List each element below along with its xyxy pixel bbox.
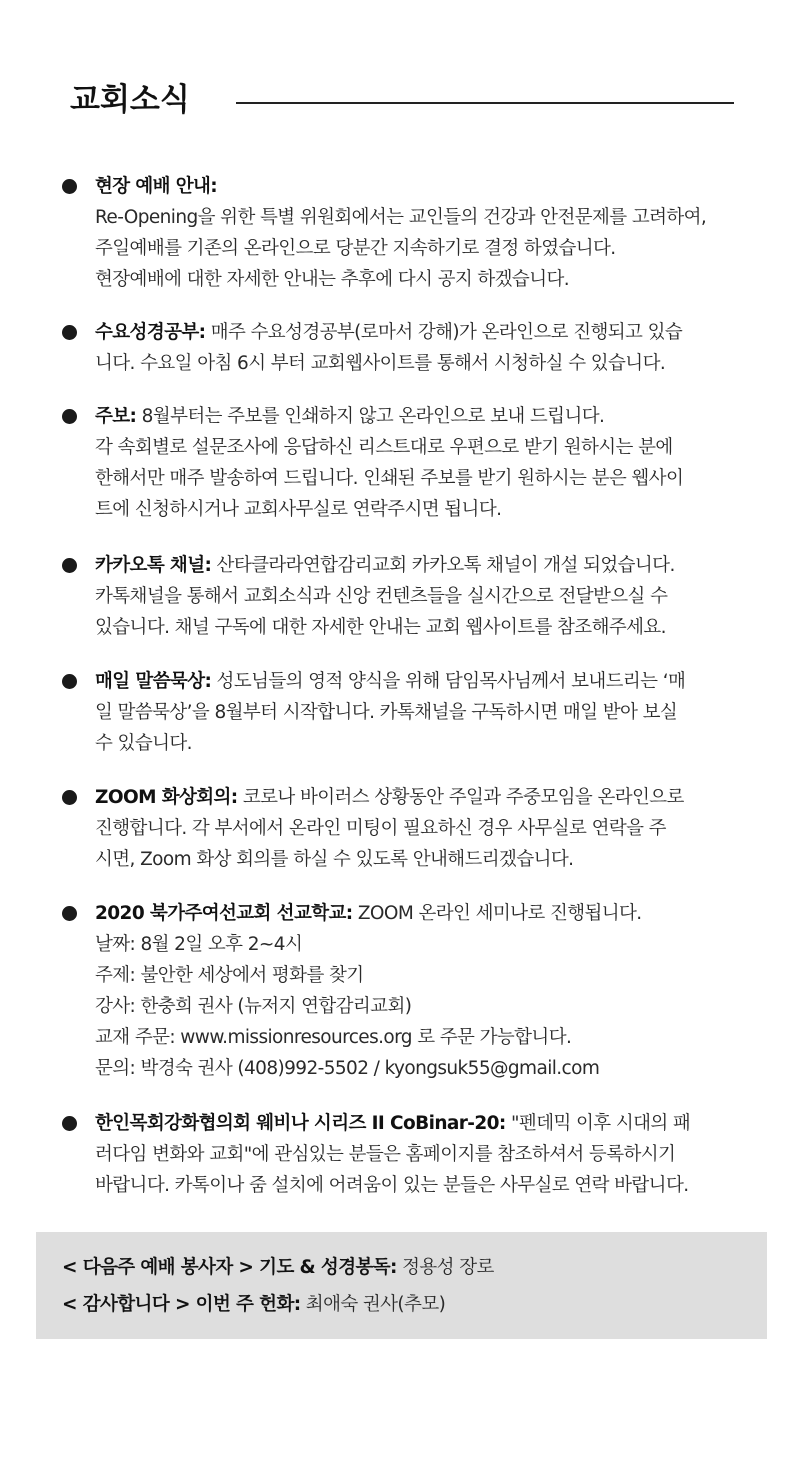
bullet-icon xyxy=(62,179,77,194)
news-item-line: 진행합니다. 각 부서에서 온라인 미팅이 필요하신 경우 사무실로 연락을 주 xyxy=(95,818,666,839)
news-item-text: 성도님들의 영적 양식을 위해 담임목사님께서 보내드리는 ‘매 xyxy=(211,671,686,692)
news-item-line: 카톡채널을 통해서 교회소식과 신앙 컨텐츠들을 실시간으로 전달받으실 수 xyxy=(95,586,668,607)
news-item-label: ZOOM 화상회의: xyxy=(95,787,238,808)
footer-next-week-volunteers xyxy=(62,1253,494,1283)
news-item-line: 니다. 수요일 아침 6시 부터 교회웹사이트를 통해서 시청하실 수 있습니다. xyxy=(95,353,666,374)
footer-thanks-flowers xyxy=(62,1290,445,1320)
news-item-line: 러다임 변화와 교회"에 관심있는 분들은 홈페이지를 참조하셔서 등록하시기 xyxy=(95,1144,676,1165)
page-title: 교회소식 xyxy=(70,82,190,118)
news-item-line: 각 속회별로 설문조사에 응답하신 리스트대로 우편으로 받기 원하시는 분에 xyxy=(95,437,673,458)
news-item-text: 매주 수요성경공부(로마서 강해)가 온라인으로 진행되고 있습 xyxy=(205,322,683,343)
news-item-text: 코로나 바이러스 상황동안 주일과 주중모임을 온라인으로 xyxy=(237,787,684,808)
news-item-line: 문의: 박경숙 권사 (408)992-5502 / kyongsuk55@gmail.com xyxy=(95,1058,600,1079)
footer-volunteers-box xyxy=(36,1232,767,1339)
news-item-first-line xyxy=(95,171,765,202)
footer-value: 정용성 장로 xyxy=(396,1257,494,1278)
news-item-label: 수요성경공부: xyxy=(95,322,206,343)
news-item-label: 2020 북가주여선교회 선교학교: xyxy=(95,903,353,924)
news-item-label: 카카오톡 채널: xyxy=(95,555,212,576)
news-item-line: 날짜: 8월 2일 오후 2~4시 xyxy=(95,934,303,955)
news-item-text: ZOOM 온라인 세미나로 진행됩니다. xyxy=(352,903,642,924)
news-item-body xyxy=(95,171,765,295)
title-divider xyxy=(236,102,734,104)
news-item-label: 주보: xyxy=(95,406,137,427)
news-item-first-line xyxy=(95,1108,765,1139)
news-item-label: 매일 말씀묵상: xyxy=(95,671,212,692)
footer-value: 최애숙 권사(추모) xyxy=(300,1294,446,1315)
bullet-icon xyxy=(62,325,77,340)
news-item-first-line xyxy=(95,401,765,432)
footer-label: < 감사합니다 > 이번 주 헌화: xyxy=(62,1294,301,1315)
news-item-line: 있습니다. 채널 구독에 대한 자세한 안내는 교회 웹사이트를 참조해주세요. xyxy=(95,617,666,638)
news-item-body xyxy=(95,898,765,1084)
bullet-icon xyxy=(62,558,77,573)
news-item-text: "펜데믹 이후 시대의 패 xyxy=(505,1113,691,1134)
news-item-line: 트에 신청하시거나 교회사무실로 연락주시면 됩니다. xyxy=(95,499,502,520)
news-item-first-line xyxy=(95,898,765,929)
news-item-text: 8월부터는 주보를 인쇄하지 않고 온라인으로 보내 드립니다. xyxy=(136,406,605,427)
news-item-first-line xyxy=(95,317,765,348)
news-item-body xyxy=(95,782,765,875)
bullet-icon xyxy=(62,790,77,805)
bullet-icon xyxy=(62,1116,77,1131)
footer-label: < 다음주 예배 봉사자 > 기도 & 성경봉독: xyxy=(62,1257,397,1278)
news-item-line: 주일예배를 기존의 온라인으로 당분간 지속하기로 결정 하였습니다. xyxy=(95,238,616,259)
news-item-first-line xyxy=(95,666,765,697)
news-item-text: 산타클라라연합감리교회 카카오톡 채널이 개설 되었습니다. xyxy=(211,555,675,576)
news-item-body xyxy=(95,401,765,525)
news-item-line: 수 있습니다. xyxy=(95,733,192,754)
bullet-icon xyxy=(62,906,77,921)
page-header xyxy=(70,78,734,126)
bullet-icon xyxy=(62,409,77,424)
news-item-label: 현장 예배 안내: xyxy=(95,176,218,197)
news-item-line: Re-Opening을 위한 특별 위원회에서는 교인들의 건강과 안전문제를 고려하여, xyxy=(95,207,707,228)
news-item-line: 한해서만 매주 발송하여 드립니다. 인쇄된 주보를 받기 원하시는 분은 웹사이 xyxy=(95,468,684,489)
news-item-line: 바랍니다. 카톡이나 줌 설치에 어려움이 있는 분들은 사무실로 연락 바랍니다. xyxy=(95,1175,689,1196)
news-item-line: 일 말씀묵상’을 8월부터 시작합니다. 카톡채널을 구독하시면 매일 받아 보실 xyxy=(95,702,678,723)
news-item-first-line xyxy=(95,782,765,813)
news-item-line: 교재 주문: www.missionresources.org 로 주문 가능합니다. xyxy=(95,1027,572,1048)
news-item-label: 한인목회강화협의회 웨비나 시리즈 II CoBinar-20: xyxy=(95,1113,506,1134)
news-item-line: 시면, Zoom 화상 회의를 하실 수 있도록 안내해드리겠습니다. xyxy=(95,849,574,870)
bullet-icon xyxy=(62,674,77,689)
news-item-line: 주제: 불안한 세상에서 평화를 찾기 xyxy=(95,965,364,986)
news-item-first-line xyxy=(95,550,765,581)
news-item-body xyxy=(95,550,765,643)
news-item-line: 현장예배에 대한 자세한 안내는 추후에 다시 공지 하겠습니다. xyxy=(95,269,570,290)
news-item-body xyxy=(95,317,765,379)
news-item-body xyxy=(95,1108,765,1201)
news-item-line: 강사: 한충희 권사 (뉴저지 연합감리교회) xyxy=(95,996,412,1017)
news-item-body xyxy=(95,666,765,759)
